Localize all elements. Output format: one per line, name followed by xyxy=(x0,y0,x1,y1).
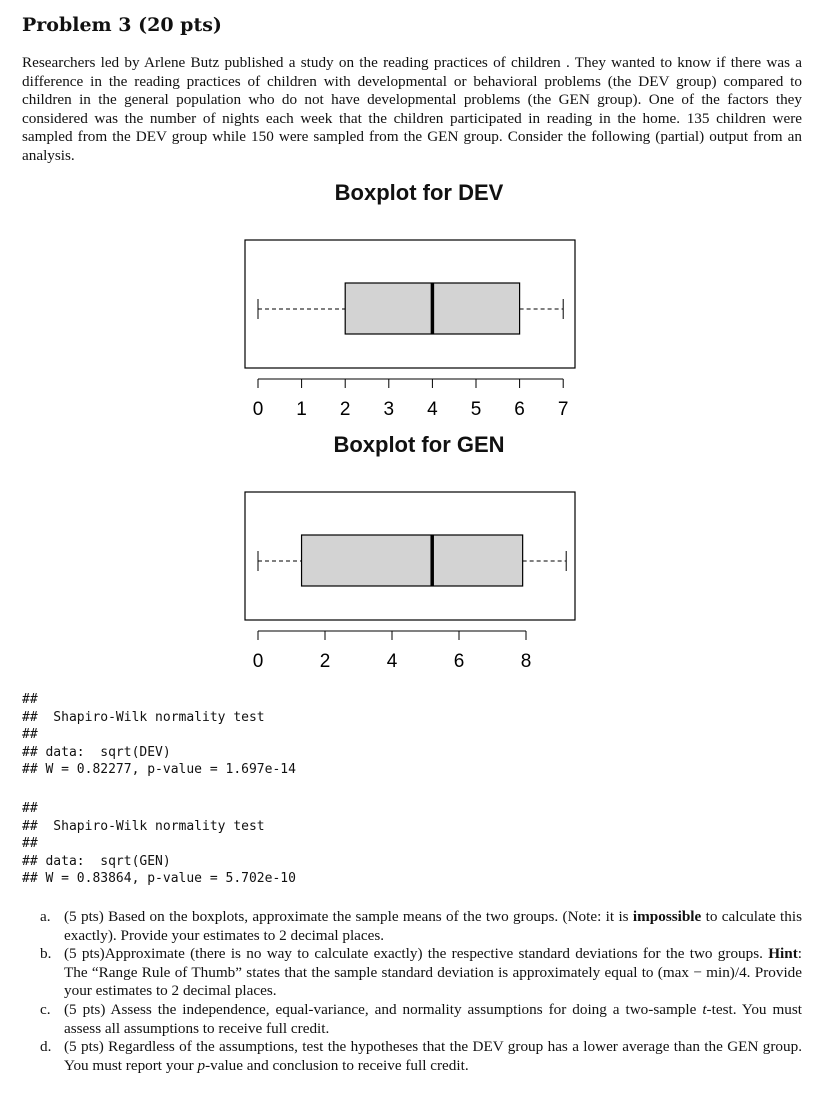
r-output-line: ## data: sqrt(GEN) xyxy=(22,853,171,869)
dev-x-tick-label: 7 xyxy=(557,399,569,420)
problem-intro: Researchers led by Arlene Butz published a study on the reading practices of children . They wanted to know if there was a difference in the reading practices of children with developmental or behavioral problems (the DEV group) compared to children in the general population who do not have developmental problems (the GEN group). One of the factors they considered was the number of nights each week that the children participated in reading in the home. 135 children were sampled from the DEV group while 150 were sampled from the GEN group. Consider the following (partial) output from an analysis. xyxy=(22,54,802,164)
question-emphasis: p xyxy=(197,1056,206,1074)
question-emphasis: t xyxy=(702,1000,707,1018)
question-text: to calculate this exactly). Provide your estimates to 2 decimal places. xyxy=(64,908,802,944)
gen-iqr-box xyxy=(302,535,523,586)
dev-x-tick-label: 4 xyxy=(427,399,438,420)
question-emphasis: impossible xyxy=(632,908,702,925)
question-label: a. xyxy=(40,908,51,925)
dev-x-tick-label: 6 xyxy=(514,399,525,420)
gen-x-tick-label: 2 xyxy=(319,651,331,672)
shapiro-wilk-output-gen xyxy=(22,800,296,888)
question-text: (5 pts) Based on the boxplots, approximate the sample means of the two groups. (Note: it is xyxy=(64,908,633,925)
dev-x-tick-label: 1 xyxy=(296,399,307,420)
r-output-line: ## W = 0.83864, p-value = 5.702e-10 xyxy=(22,871,296,886)
r-output-line: ## xyxy=(22,836,38,851)
gen-boxplot xyxy=(0,482,838,682)
question-d xyxy=(40,1038,802,1075)
question-emphasis: Hint xyxy=(768,945,798,963)
r-output-line: ## xyxy=(22,692,38,707)
dev-boxplot xyxy=(0,230,838,430)
question-label: d. xyxy=(40,1038,52,1056)
question-text: (5 pts) Regardless of the assumptions, test the hypotheses that the DEV group has a lower average than the GEN group. You must report your xyxy=(64,1038,802,1074)
gen-boxplot-title: Boxplot for GEN xyxy=(333,432,505,457)
question-list xyxy=(40,908,802,1075)
gen-x-tick-label: 0 xyxy=(252,651,264,672)
r-output-line: ## Shapiro-Wilk normality test xyxy=(22,818,265,834)
shapiro-wilk-output-dev xyxy=(22,691,296,779)
question-c xyxy=(40,1001,802,1038)
question-label: b. xyxy=(40,945,52,963)
r-output-line: ## xyxy=(22,801,38,816)
gen-x-tick-label: 4 xyxy=(386,651,398,672)
question-text: : The “Range Rule of Thumb” states that the sample standard deviation is approximately equal to (max − min)/4. Provide your estimates to 2 decimal places. xyxy=(64,945,802,1000)
question-text: -value and conclusion to receive full credit. xyxy=(205,1056,469,1074)
problem-title: Problem 3 (20 pts) xyxy=(22,14,222,36)
dev-x-tick-label: 2 xyxy=(339,399,351,420)
question-label: c. xyxy=(40,1000,51,1018)
dev-boxplot-title: Boxplot for DEV xyxy=(334,180,504,205)
question-a xyxy=(40,908,802,945)
gen-x-tick-label: 6 xyxy=(453,651,465,672)
r-output-line: ## data: sqrt(DEV) xyxy=(22,744,171,760)
question-text: (5 pts)Approximate (there is no way to calculate exactly) the respective standard deviations for the two groups. xyxy=(64,945,769,963)
dev-x-tick-label: 0 xyxy=(252,399,264,420)
r-output-line: ## W = 0.82277, p-value = 1.697e-14 xyxy=(22,762,296,777)
gen-x-tick-label: 8 xyxy=(520,651,532,672)
question-text: (5 pts) Assess the independence, equal-variance, and normality assumptions for doing a two-sample xyxy=(64,1000,703,1018)
dev-x-tick-label: 5 xyxy=(470,399,482,420)
r-output-line: ## xyxy=(22,727,38,742)
r-output-line: ## Shapiro-Wilk normality test xyxy=(22,709,265,725)
question-text: -test. You must assess all assumptions to receive full credit. xyxy=(64,1000,803,1037)
question-b xyxy=(40,945,802,1001)
dev-x-tick-label: 3 xyxy=(383,399,395,420)
